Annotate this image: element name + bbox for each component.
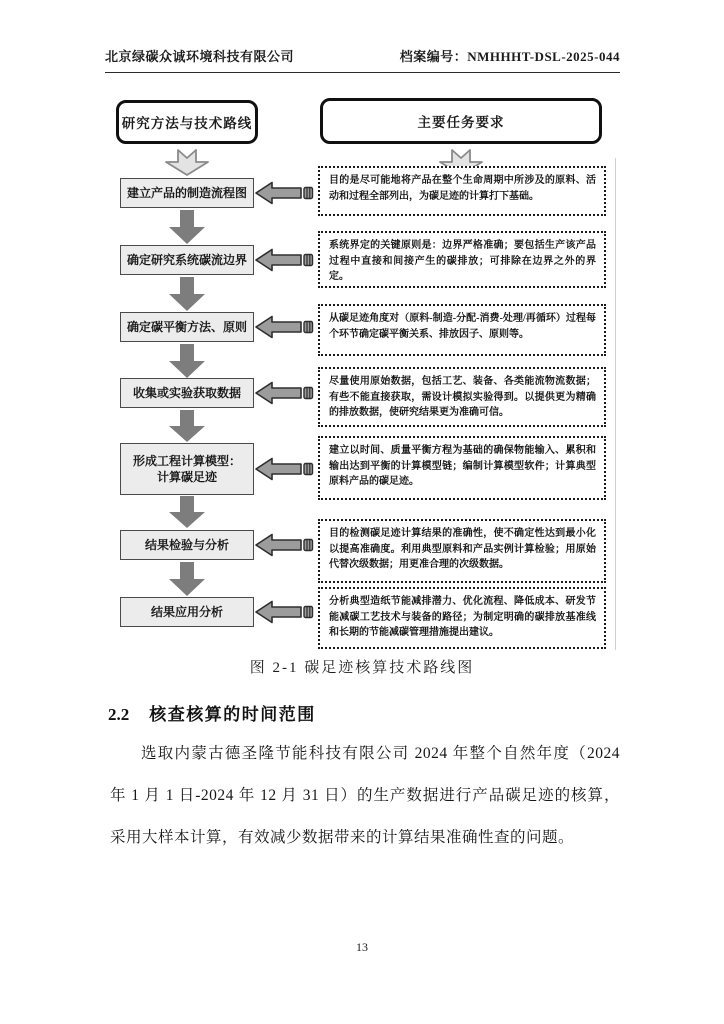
flow-step-box — [120, 312, 254, 342]
flow-step-label: 建立产品的制造流程图 — [126, 185, 247, 200]
flow-task-box — [318, 519, 606, 583]
page-number: 13 — [356, 940, 368, 954]
flow-step-label: 结果检验与分析 — [144, 537, 229, 552]
figure-caption: 图 2-1 碳足迹核算技术路线图 — [249, 660, 475, 676]
flow-column-header-label: 主要任务要求 — [417, 115, 505, 130]
left-arrow-icon — [254, 532, 316, 558]
flow-task-text: 目的检测碳足迹计算结果的准确性，使不确定性达到最小化以提高准确度。利用典型原料和产品实例计算检验；用原始代替次级数据；用更准合理的次级数据。 — [329, 528, 596, 570]
left-arrow-icon — [254, 380, 316, 406]
flow-task-text: 目的是尽可能地将产品在整个生命周期中所涉及的原料、活动和过程全部列出，为碳足迹的计算打下基础。 — [329, 175, 596, 202]
flow-step-box — [120, 245, 254, 275]
flow-task-box — [318, 587, 606, 649]
flow-column-header-label: 研究方法与技术路线 — [121, 116, 253, 131]
left-arrow-icon — [254, 180, 316, 206]
archive-number — [400, 46, 620, 65]
flow-column-header-tasks — [320, 98, 602, 144]
flow-task-text: 尽量使用原始数据，包括工艺、装备、各类能流物流数据；有些不能直接获取，需设计模拟实验得到。以提供更为精确的排放数据，使研究结果更为准确可信。 — [329, 376, 596, 418]
down-arrow-icon — [169, 562, 205, 596]
flow-step-label: 计算碳足迹 — [156, 470, 217, 484]
flow-column-header-methods — [116, 100, 258, 144]
left-arrow-icon — [254, 456, 316, 482]
flow-step-label: 确定研究系统碳流边界 — [126, 252, 247, 267]
archive-number-label: 档案编号： — [399, 49, 468, 64]
flow-task-text: 系统界定的关键原则是：边界严格准确；要包括生产该产品过程中直接和间接产生的碳排放；可排除在边界之外的界定。 — [329, 240, 596, 282]
down-arrow-icon — [169, 496, 205, 528]
page-header — [105, 46, 620, 73]
flow-step-box — [120, 443, 254, 495]
flow-step-box — [120, 597, 254, 627]
flow-task-box — [318, 436, 606, 500]
flow-step-label: 收集或实验获取数据 — [132, 385, 241, 400]
left-arrow-icon — [254, 314, 316, 340]
down-arrow-icon — [169, 210, 205, 244]
body-paragraph: 选取内蒙古德圣隆节能科技有限公司 2024 年整个自然年度（2024 年 1 月 1 日-2024 年 12 月 31 日）的生产数据进行产品碳足迹的核算，采用大样本计算，有效减少数据带来的计算结果准确性查的问题。 — [110, 745, 620, 846]
flow-task-text: 分析典型造纸节能减排潜力、优化流程、降低成本、研发节能减碳工艺技术与装备的路径；为制定明确的碳排放基准线和长期的节能减碳管理措施提出建议。 — [329, 596, 596, 638]
flow-step-label: 结果应用分析 — [150, 604, 223, 619]
flow-task-text: 建立以时间、质量平衡方程为基础的确保物能输入、累积和输出达到平衡的计算模型链；编制计算模型软件；计算典型原料产品的碳足迹。 — [329, 445, 596, 487]
down-arrow-icon — [169, 410, 205, 442]
flow-step-label: 确定碳平衡方法、原则 — [126, 319, 247, 334]
down-arrow-icon — [169, 344, 205, 378]
scan-artifact-line — [615, 158, 616, 650]
section-number: 2.2 — [108, 705, 130, 724]
flow-task-box — [318, 304, 606, 356]
company-name: 北京绿碳众诚环境科技有限公司 — [105, 49, 295, 64]
flow-task-box — [318, 367, 606, 427]
flow-step-label: 形成工程计算模型： — [132, 453, 241, 468]
flow-task-box — [318, 166, 606, 216]
flow-task-text: 从碳足迹角度对（原料-制造-分配-消费-处理/再循环）过程每个环节确定碳平衡关系、排放因子、原则等。 — [329, 313, 596, 340]
left-arrow-icon — [254, 247, 316, 273]
flow-task-box — [318, 231, 606, 288]
section-title: 核查核算的时间范围 — [149, 705, 316, 724]
flow-step-box — [120, 178, 254, 208]
down-arrow-icon — [169, 277, 205, 311]
section-heading — [108, 700, 316, 725]
archive-number-value: NMHHHT-DSL-2025-044 — [467, 49, 620, 64]
left-arrow-icon — [254, 599, 316, 625]
flow-step-box — [120, 530, 254, 560]
hollow-down-arrow-icon — [165, 149, 209, 176]
technical-route-flowchart — [102, 96, 622, 662]
flow-step-box — [120, 378, 254, 408]
